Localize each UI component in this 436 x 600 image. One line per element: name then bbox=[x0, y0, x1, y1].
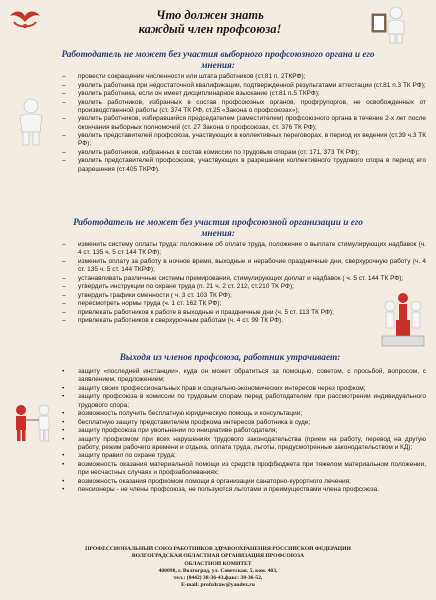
list-item: – изменить систему оплаты труда: положение об оплате труда, положение о выплате стимулирующих надбавок (ч. 4 ст. 135 ч. 5 ст 144 ТК РФ); bbox=[62, 241, 426, 257]
list-item: • защиту профсоюза в комиссии по трудовым спорам перед работодателем при рассмотрении индивидуального трудового спора; bbox=[62, 393, 426, 409]
list-item: – уволить представителей профсоюза, участвующих в коллективных переговорах, в период их ведения (ст.39 ч.3 ТК РФ); bbox=[62, 132, 426, 148]
list-item: • возможность оказания профкомом помощи в организации санаторно-курортного лечения; bbox=[62, 478, 426, 486]
footer-line-4: 400098, г. Волгоград, ул. Советская. 5, ком. 403, bbox=[158, 567, 278, 574]
list-item: – привлекать работников к работе в выходные и праздничные дни (ч. 5 ст. 113 ТК РФ); bbox=[62, 309, 426, 317]
page-title bbox=[60, 8, 360, 36]
section-2-list bbox=[62, 241, 426, 326]
section-3-list bbox=[62, 368, 426, 495]
section-1-heading-line-2: мнения: bbox=[201, 61, 235, 71]
list-item: • бесплатную защиту представителем профкома интересов работника в суде; bbox=[62, 419, 426, 427]
footer-email[interactable]: E-mail: profzdraw@yandex.ru bbox=[181, 582, 255, 589]
list-item: • пенсионеры - не члены профсоюза, не пользуются льготами и преимуществами члена профсоюза. bbox=[62, 486, 426, 494]
section-1-heading-line-1: Работодатель не может без участия выборного профсоюзного органа и его bbox=[61, 50, 375, 60]
list-item: • защиту «последней инстанции», куда он может обратиться за помощью, советом, с просьбой, вопросом, с заявлением, предложением; bbox=[62, 368, 426, 384]
list-item: • защиту профкомом при всех нарушениях трудового законодательства (прием на работу, перевод на другую работу, режим рабочего времени и отдыха, оплата труда, льготы, предусмотренные законодательством и КД); bbox=[62, 436, 426, 452]
list-item: – уволить работников, избранных в состав комиссии по трудовым спорам (ст. 171, 373 ТК РФ); bbox=[62, 149, 426, 157]
footer bbox=[10, 546, 426, 590]
list-item: • защиту правил по охране труда; bbox=[62, 452, 426, 460]
section-1-list bbox=[62, 73, 426, 174]
figure-with-clipboard-icon bbox=[370, 4, 410, 44]
title-line-2: каждый член профсоюза! bbox=[138, 22, 282, 36]
list-item: – уволить работника, если он имеет дисциплинарное взыскание (ст.81 п.5 ТКРФ); bbox=[62, 90, 426, 98]
figures-handshake-icon bbox=[10, 404, 56, 442]
footer-line-3: ОБЛАСТНОЙ КОМИТЕТ bbox=[184, 560, 252, 567]
list-item: – уволить работников, избранных в состав профсоюзных органов, профгрупоргов, не освобожденных от производственной работы (ст. 374 ТК РФ, ст.25 «Закона о профсоюзах»); bbox=[62, 99, 426, 115]
list-item: • возможность получить бесплатную юридическую помощь и консультации; bbox=[62, 410, 426, 418]
list-item: • возможность оказания материальной помощи из средств профбюджета при тяжелом материальном положении, при несчастных случаях и профзаболеваниях; bbox=[62, 461, 426, 477]
footer-line-5: тел.: (8442) 38-36-43,факс: 38-36-52, bbox=[173, 575, 263, 582]
list-item: – привлекать работников к сверхурочным работам (ч. 4 ст. 99 ТК РФ). bbox=[62, 317, 426, 325]
section-2-heading bbox=[10, 218, 426, 240]
footer-line-2: ВОЛГОГРАДСКАЯ ОБЛАСТНАЯ ОРГАНИЗАЦИЯ ПРОФСОЮЗА bbox=[131, 553, 305, 560]
union-logo bbox=[8, 8, 42, 32]
list-item: – изменить оплату за работу в ночное время, выходные и нерабочие праздничные дни, сверхурочную работу (ч. 4 ст. 135 ч. 5 ст. 144 ТКРФ); bbox=[62, 258, 426, 274]
figure-leaning-icon bbox=[14, 98, 48, 146]
list-item: – утвердить графики сменности ( ч. 3 ст. 103 ТК РФ); bbox=[62, 292, 426, 300]
list-item: – провести сокращение численности или штата работников (ст.81 п. 2ТКРФ); bbox=[62, 73, 426, 81]
list-item: • защиту своих профессиональных прав и социально-экономических интересов через профком; bbox=[62, 385, 426, 393]
section-3-heading: Выходя из членов профсоюза, работник утрачивает: bbox=[119, 353, 341, 363]
group-figures-icon bbox=[380, 292, 426, 348]
footer-line-1: ПРОФЕССИОНАЛЬНЫЙ СОЮЗ РАБОТНИКОВ ЗДРАВООХРАНЕНИЯ РОССИЙСКОЙ ФЕДЕРАЦИИ bbox=[85, 546, 351, 552]
section-1-heading bbox=[10, 50, 426, 72]
title-line-1: Что должен знать bbox=[156, 8, 264, 22]
section-2-heading-line-2: мнения: bbox=[201, 229, 235, 239]
list-item: – уволить работников, избиравшийся председателем (заместителем) профсоюзного органа в течение 2-х лет после окончания выборных полномочий (ст. 27 Закона о профсоюзах, ст. 376 ТК РФ); bbox=[62, 115, 426, 131]
list-item: – утвердить инструкции по охране труда (п. 21 ч. 2 ст. 212, ст.210 ТК РФ); bbox=[62, 283, 426, 291]
list-item: – уволить представителей профсоюзов, участвующих в разрешении коллективного трудового спора в период его разрешения (ст.405 ТКРФ). bbox=[62, 157, 426, 173]
list-item: – пересмотреть нормы труда (ч. 1 ст. 162 ТК РФ); bbox=[62, 300, 426, 308]
list-item: – устанавливать различные системы премирования, стимулирующих доплат и надбавок ( ч. 5 ст. 144 ТК РФ); bbox=[62, 275, 426, 283]
section-2-heading-line-1: Работодатель не может без участия профсоюзной организации и его bbox=[73, 218, 363, 228]
list-item: • защиту профсоюза при увольнении по инициативе работодателя; bbox=[62, 427, 426, 435]
list-item: – уволить работника при недостаточной квалификации, подтвержденной результатами аттестации (ст.81 п.3 ТК РФ); bbox=[62, 82, 426, 90]
